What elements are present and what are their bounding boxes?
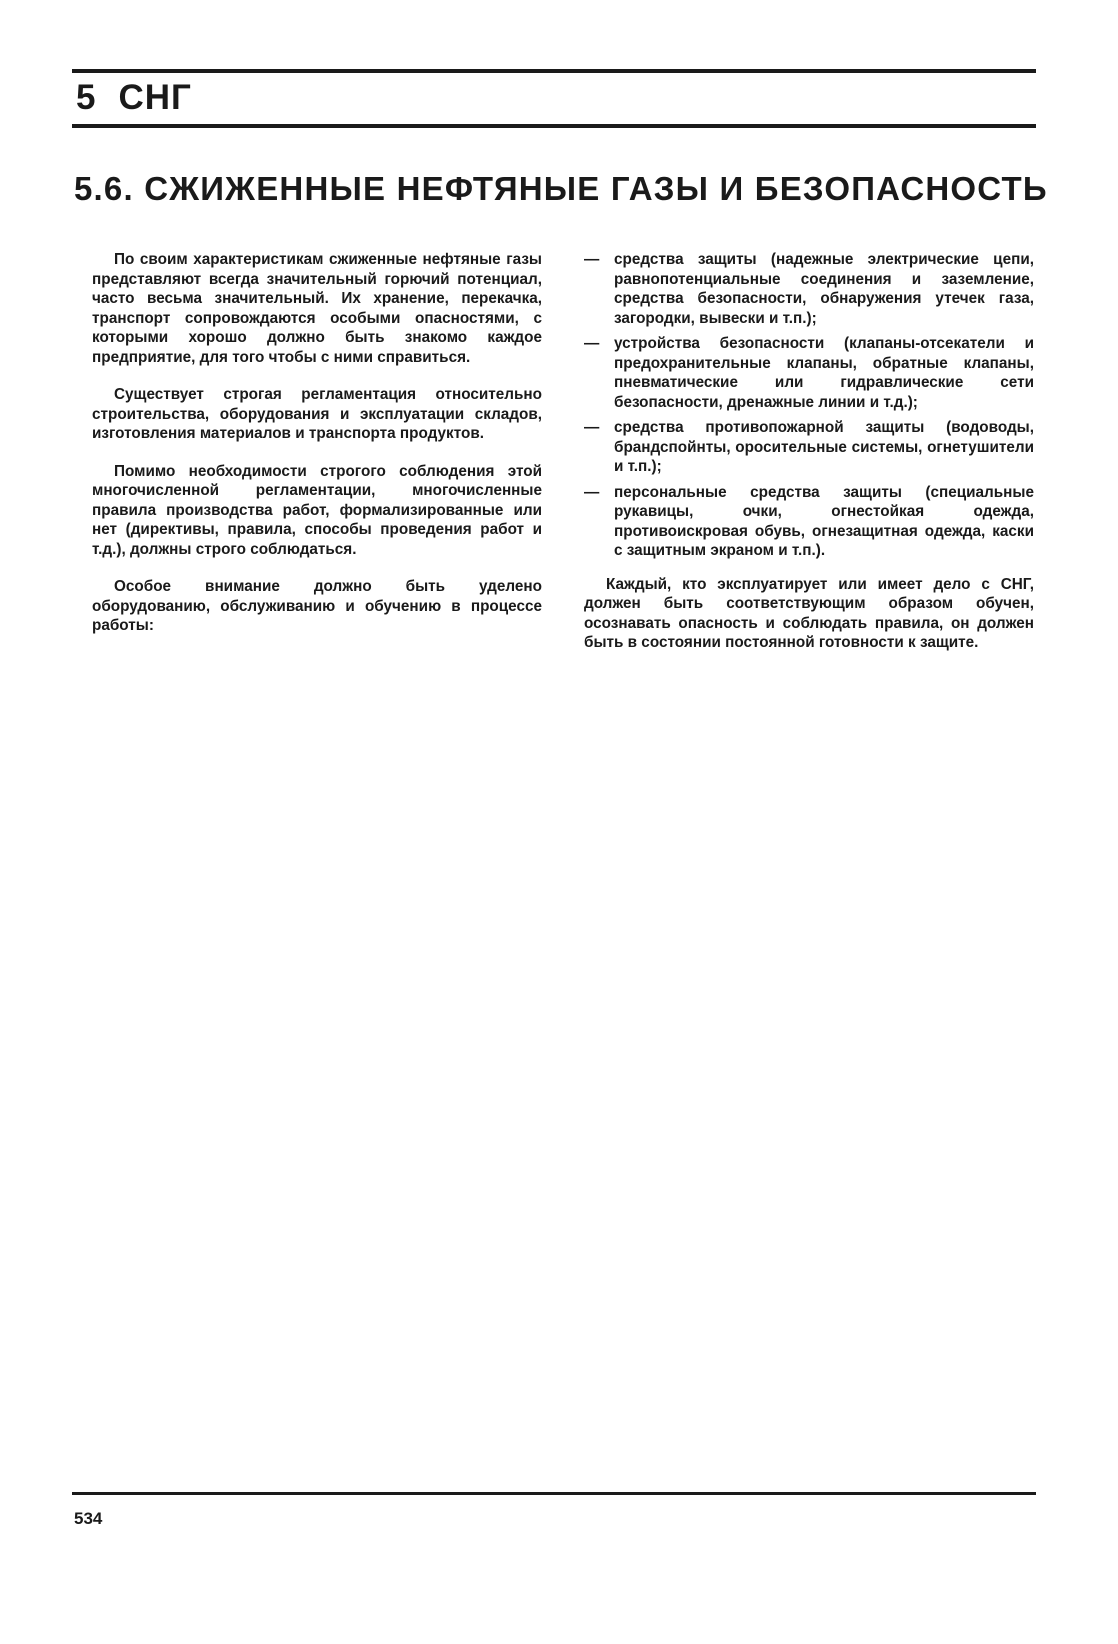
header-bottom-rule (72, 124, 1036, 128)
footer-rule (72, 1492, 1036, 1495)
dash-marker: — (584, 251, 600, 268)
list-item-text: средства защиты (надежные электрические цепи, равнопотенциальные соединения и заземление, средства безопасности, обнаружения утечек газа, загородки, вывески и т.п.); (614, 251, 1034, 327)
dash-marker: — (584, 483, 600, 501)
list-item (584, 250, 1034, 328)
dash-marker: — (584, 419, 600, 436)
chapter-number: 5 (76, 78, 97, 117)
paragraph: Особое внимание должно быть уделено оборудованию, обслуживанию и обучению в процессе работы: (92, 578, 542, 634)
left-column (92, 250, 542, 654)
header-top-rule (72, 69, 1036, 73)
right-column (584, 250, 1034, 671)
paragraph: Помимо необходимости строгого соблюдения этой многочисленной регламентации, многочисленные правила производства работ, формализированные или нет (директивы, правила, способы проведения работ и т.д.), должны строго соблюдаться. (92, 462, 542, 558)
list-item-text: средства противопожарной защиты (водоводы, брандспойнты, оросительные системы, огнетушители и т.п.); (614, 419, 1034, 475)
paragraph: Существует строгая регламентация относительно строительства, оборудования и эксплуатации складов, изготовления материалов и транспорта продуктов. (92, 386, 542, 442)
list-item (584, 483, 1034, 561)
paragraph: По своим характеристикам сжиженные нефтяные газы представляют всегда значительный горючий потенциал, часто весьма значительный. Их хранение, перекачка, транспорт сопровождаются особыми опасностями, с которыми хорошо должно быть знакомо каждое предприятие, для того чтобы с ними справиться. (92, 251, 542, 366)
list-item-text: устройства безопасности (клапаны-отсекатели и предохранительные клапаны, обратные клапаны, пневматические или гидравлические сети безопасности, дренажные линии и т.д.); (614, 335, 1034, 411)
section-title: 5.6. СЖИЖЕННЫЕ НЕФТЯНЫЕ ГАЗЫ И БЕЗОПАСНОСТЬ (74, 170, 1048, 207)
list-item (584, 418, 1034, 477)
chapter-heading (76, 78, 192, 118)
list-item (584, 334, 1034, 412)
closing-paragraph: Каждый, кто эксплуатирует или имеет дело с СНГ, должен быть соответствующим образом обучен, осознавать опасность и соблюдать правила, он должен быть в состоянии постоянной готовности к защите. (584, 575, 1034, 651)
safety-measures-list (584, 250, 1034, 561)
list-item-text: персональные средства защиты (специальные рукавицы, очки, огнестойкая одежда, противоискровая обувь, огнезащитная одежда, каски с защитным экраном и т.п.). (614, 483, 1034, 559)
chapter-title: СНГ (118, 78, 192, 117)
page-number: 534 (74, 1509, 103, 1528)
dash-marker: — (584, 335, 600, 352)
